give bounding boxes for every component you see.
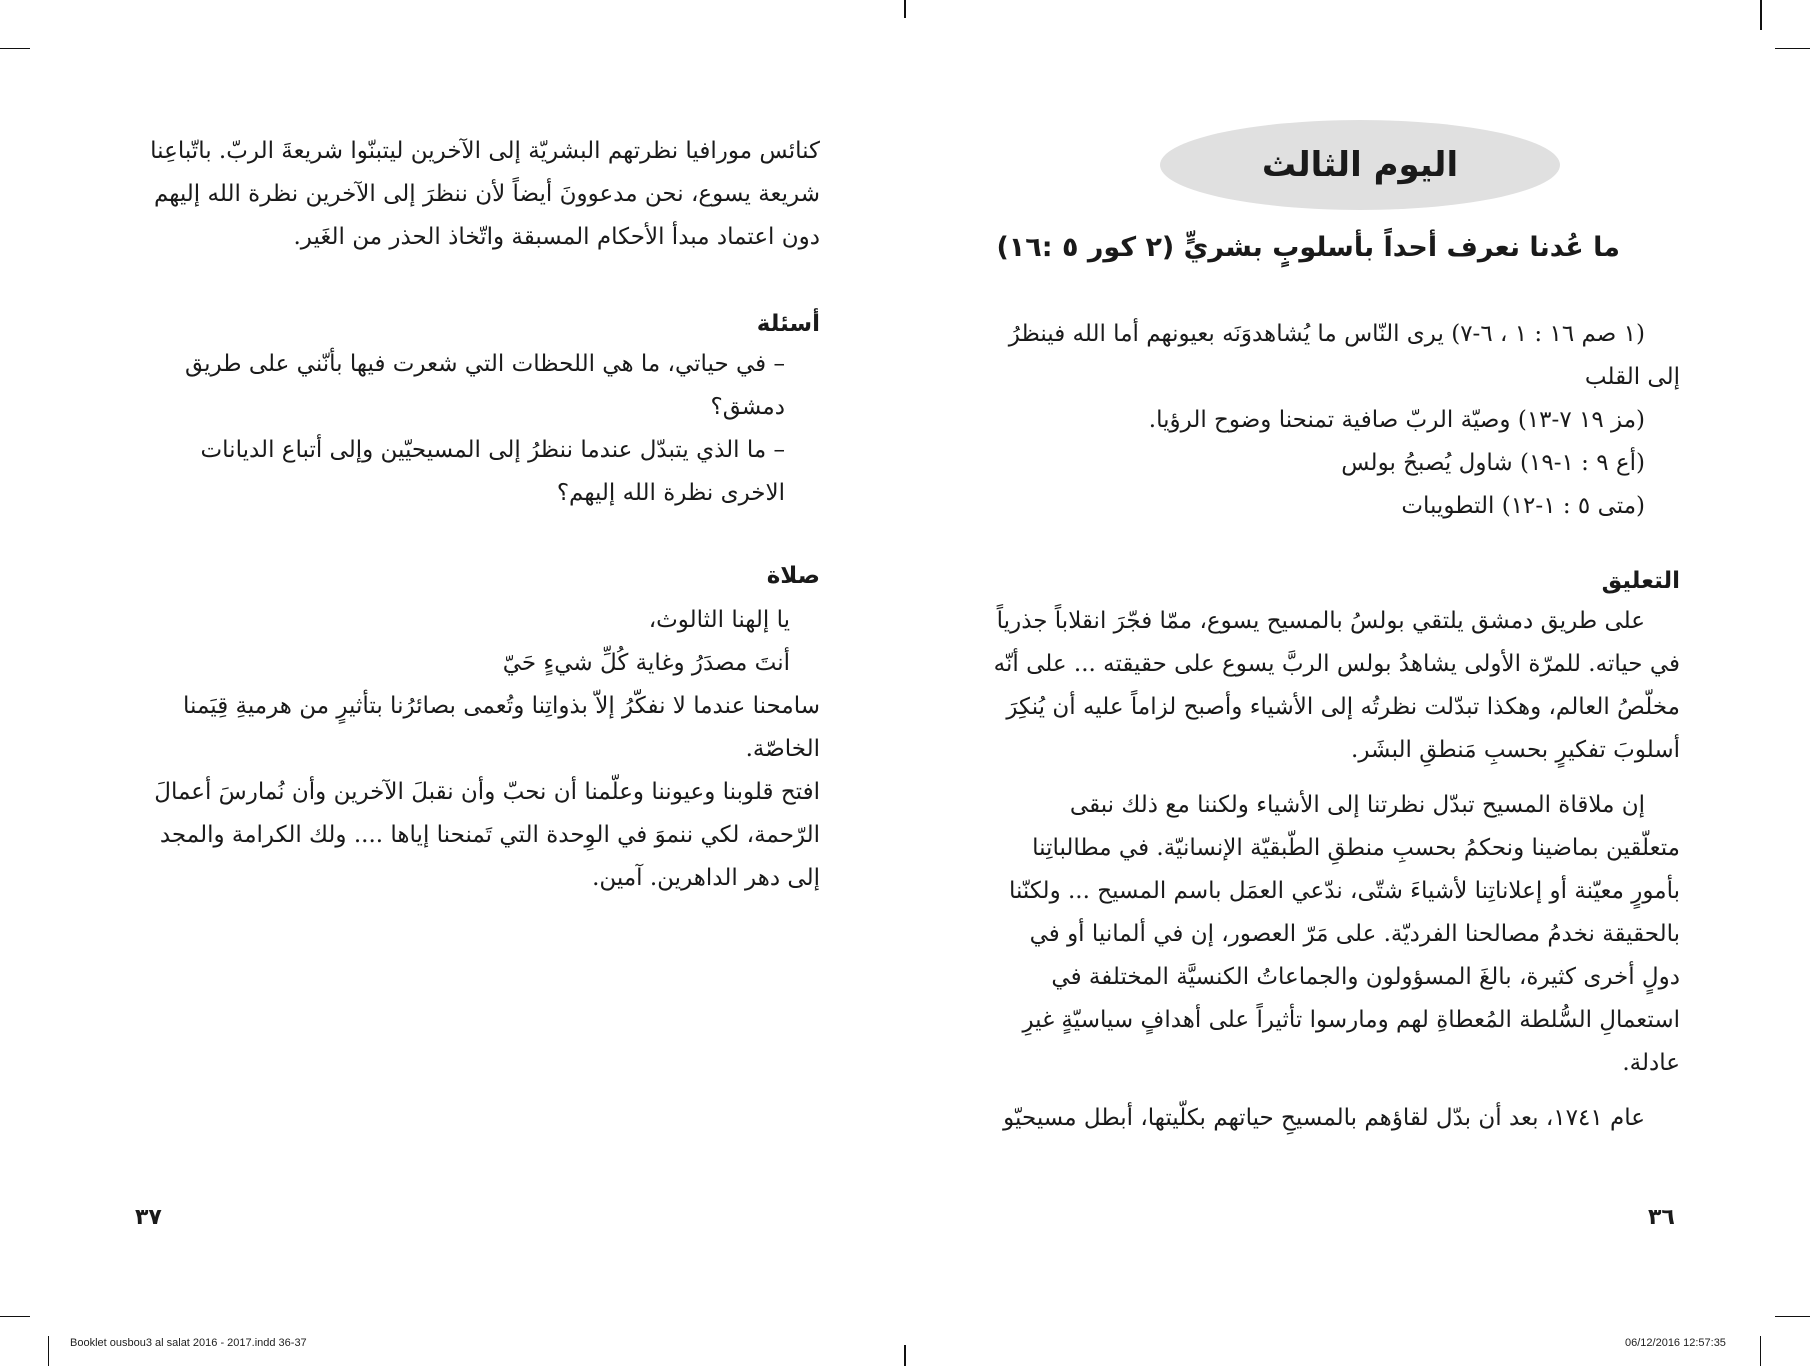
reference-line: (مز ١٩ ٧-١٣) وصيّة الربّ صافية تمنحنا وضوح الرؤيا. <box>1148 407 1645 433</box>
commentary-paragraph: على طريق دمشق يلتقي بولسُ بالمسيح يسوع، ممّا فجّرَ انقلاباً جذرياً في حياته. للمرّة الأولى يشاهدُ بولس الربَّ يسوع على حقيقته ... على أنّه مخلّصُ العالم، وهكذا تبدّلت نظرتُه إلى الأشياء وأصبح لزاماً عليه أن يُنكِرَ أسلوبَ تفكيرٍ بحسبِ مَنطقِ البشَر. <box>993 608 1680 763</box>
day-title: اليوم الثالث <box>1160 120 1560 210</box>
prayer-line: أنتَ مصدَرُ وغاية كُلِّ شيءٍ حَيّ <box>502 650 790 676</box>
reference-line: إلى القلب <box>1584 364 1680 390</box>
crop-mark <box>904 0 906 18</box>
crop-mark <box>0 48 30 49</box>
question-item: – ما الذي يتبدّل عندما ننظرُ إلى المسيحيّين وإلى أتباع الديانات الاخرى نظرة الله إليهم؟ <box>200 437 785 506</box>
page-number-right: ٣٦ <box>1648 1205 1675 1230</box>
crop-mark <box>48 1336 49 1366</box>
prayer-line: يا إلهنا الثالوث، <box>648 607 790 633</box>
reference-line: (متى ٥ : ١-١٢) التطويبات <box>1401 493 1645 519</box>
questions-heading: أسئلة <box>756 311 820 337</box>
commentary-paragraph: عام ١٧٤١، بعد أن بدّل لقاؤهم بالمسيحِ حياتهم بكلّيتها، أبطل مسيحيّو <box>1003 1105 1645 1131</box>
crop-mark <box>1760 1336 1761 1366</box>
crop-mark <box>1775 48 1810 49</box>
page-number-left: ٣٧ <box>135 1205 162 1230</box>
prayer-paragraph: افتح قلوبنا وعيوننا وعلّمنا أن نحبّ وأن نقبلَ الآخرين وأن نُمارسَ أعمالَ الرّحمة، لكي ننموَ في الوِحدة التي تَمنحنا إياها .... ولك الكرامة والمجد إلى دهر الداهرين. آمين. <box>154 779 820 891</box>
reference-line: (أع ٩ : ١-١٩) شاول يُصبحُ بولس <box>1341 450 1645 476</box>
left-page <box>130 130 820 900</box>
right-page <box>990 120 1680 1152</box>
page-subtitle: ما عُدنا نعرف أحداً بأسلوبٍ بشريٍّ (٢ كور ٥ :١٦) <box>996 232 1620 263</box>
crop-mark <box>904 1345 906 1366</box>
crop-mark <box>1760 0 1762 30</box>
question-item: – في حياتي، ما هي اللحظات التي شعرت فيها بأنّني على طريق دمشق؟ <box>184 351 785 420</box>
prayer-heading: صلاة <box>766 563 820 589</box>
commentary-paragraph: إن ملاقاة المسيح تبدّل نظرتنا إلى الأشياء ولكننا مع ذلك نبقى متعلّقين بماضينا ونحكمُ بحسبِ منطقِ الطّبقيّة الإنسانيّة. في مطالباتِنا بأمورٍ معيّنة أو إعلاناتِنا لأشياءَ شتّى، ندّعي العمَل باسم المسيح ... ولكنّنا بالحقيقة نخدمُ مصالحنا الفرديّة. على مَرّ العصور، إن في ألمانيا أو في دولٍ أخرى كثيرة، بالغَ المسؤولون والجماعاتُ الكنسيَّة المختلفة في استعمالِ السُّلطة المُعطاةِ لهم ومارسوا تأثيراً على أهدافٍ سياسيّةٍ غيرِ عادلة. <box>1008 792 1680 1076</box>
commentary-heading: التعليق <box>1601 568 1680 594</box>
scripture-references <box>990 313 1680 528</box>
reference-line: (١ صم ١٦ : ١ ، ٦-٧) يرى النّاس ما يُشاهدوَنَه بعيونهم أما الله فينظرُ <box>1008 321 1645 347</box>
continuation-paragraph: كنائس مورافيا نظرتهم البشريّة إلى الآخرين ليتبنّوا شريعةَ الربّ. باتّباعِنا شريعة يسوع، نحن مدعوونَ أيضاً لأن ننظرَ إلى الآخرين نظرة الله إليهم دون اعتماد مبدأ الأحكام المسبقة واتّخاذ الحذر من الغَير. <box>150 138 820 250</box>
crop-mark <box>0 1316 30 1317</box>
slug-datetime: 06/12/2016 12:57:35 <box>1625 1337 1726 1349</box>
crop-mark <box>1775 1316 1810 1317</box>
slug-filename: Booklet ousbou3 al salat 2016 - 2017.indd 36-37 <box>70 1337 307 1349</box>
prayer-paragraph: سامحنا عندما لا نفكّرُ إلاّ بذواتِنا وتُعمى بصائرُنا بتأثيرٍ من هرميةِ قِيَمنا الخاصّة. <box>183 693 820 762</box>
